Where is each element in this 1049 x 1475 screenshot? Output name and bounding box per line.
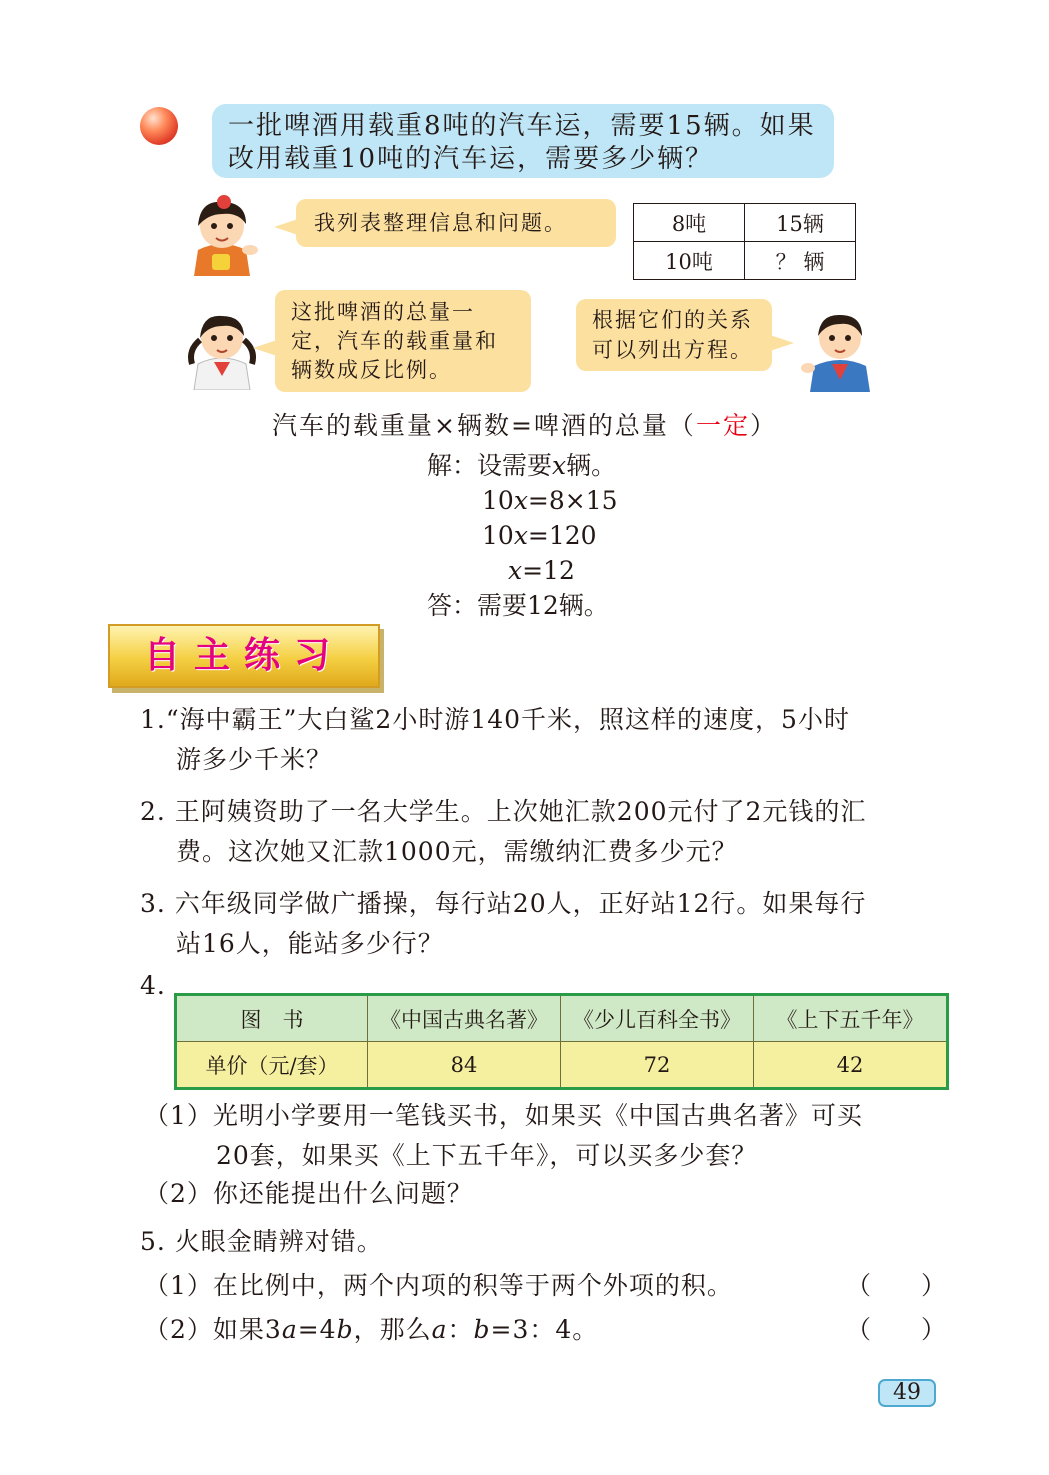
page-number: 49 bbox=[878, 1379, 936, 1407]
exercise-5-title: 5. 火眼金睛辨对错。 bbox=[140, 1227, 383, 1256]
table-cell: 72 bbox=[561, 1042, 754, 1089]
problem-line-2: 改用载重10吨的汽车运，需要多少辆？ bbox=[228, 144, 714, 174]
exercise-3 bbox=[140, 884, 866, 964]
exercise-5-sub-2 bbox=[144, 1310, 598, 1350]
table-row bbox=[176, 1042, 948, 1089]
problem-line-1: 一批啤酒用载重8吨的汽车运，需要15辆。如果 bbox=[228, 111, 816, 141]
solution-step-1 bbox=[482, 483, 618, 518]
exercise-line: 1.“海中霸王”大白鲨2小时游140千米，照这样的速度，5小时 bbox=[140, 705, 850, 734]
exercise-line: 游多少千米？ bbox=[176, 745, 333, 774]
boy-speech-line: 根据它们的关系 bbox=[592, 308, 753, 332]
example-problem-box bbox=[212, 104, 834, 178]
section-banner bbox=[108, 624, 380, 688]
exercise-line: 费。这次她又汇款1000元，需缴纳汇费多少元？ bbox=[176, 837, 738, 866]
exercise-line: 2. 王阿姨资助了一名大学生。上次她汇款200元付了2元钱的汇 bbox=[140, 797, 867, 826]
exercise-2 bbox=[140, 792, 866, 872]
table-cell: 单价（元/套） bbox=[176, 1042, 368, 1089]
table-cell: 84 bbox=[368, 1042, 561, 1089]
variable-x: x bbox=[513, 486, 528, 515]
book-price-table bbox=[174, 993, 949, 1090]
boy-speech-bubble bbox=[576, 299, 772, 371]
table-row bbox=[176, 995, 948, 1042]
table-header-cell: 《上下五千年》 bbox=[754, 995, 948, 1042]
boy-speech-line: 可以列出方程。 bbox=[592, 338, 753, 362]
table-header-cell: 《中国古典名著》 bbox=[368, 995, 561, 1042]
solution-setup-prefix: 解：设需要 bbox=[427, 451, 553, 480]
solution-setup-suffix: 辆。 bbox=[566, 451, 617, 480]
exercise-4-sub-2: （2）你还能提出什么问题？ bbox=[144, 1179, 473, 1208]
variable-x: x bbox=[513, 521, 528, 550]
answer-blank-1[interactable]: （ ） bbox=[846, 1271, 947, 1300]
table-cell: 42 bbox=[754, 1042, 948, 1089]
q5-text: （2）如果3 bbox=[144, 1315, 282, 1344]
exercise-line: 3. 六年级同学做广播操，每行站20人，正好站12行。如果每行 bbox=[140, 889, 867, 918]
variable-x: x bbox=[552, 451, 567, 480]
info-cell: 10吨 bbox=[634, 242, 745, 280]
solution-step-2 bbox=[482, 518, 597, 553]
variable-a: a bbox=[281, 1315, 298, 1344]
formula-main: 汽车的载重量×辆数=啤酒的总量（ bbox=[272, 411, 696, 440]
table-header-cell: 图 书 bbox=[176, 995, 368, 1042]
relationship-formula bbox=[0, 406, 1049, 442]
exercise-line: 站16人，能站多少行？ bbox=[176, 929, 444, 958]
step-coefficient: 10 bbox=[482, 521, 514, 550]
girl2-speech-bubble bbox=[275, 290, 531, 392]
girl1-speech-text: 我列表整理信息和问题。 bbox=[314, 211, 567, 235]
boy-illustration bbox=[800, 306, 880, 392]
solution-answer: 答：需要12辆。 bbox=[427, 591, 609, 620]
girl-with-pigtails-illustration bbox=[180, 306, 264, 390]
girl-with-bow-illustration bbox=[180, 192, 264, 276]
solution-step-3 bbox=[508, 553, 575, 588]
info-cell: ？ 辆 bbox=[745, 242, 856, 280]
step-coefficient: 10 bbox=[482, 486, 514, 515]
variable-a: a bbox=[431, 1315, 448, 1344]
exercise-5-sub-1: （1）在比例中，两个内项的积等于两个外项的积。 bbox=[144, 1271, 733, 1300]
variable-b: b bbox=[336, 1315, 354, 1344]
q5-text: =4 bbox=[297, 1315, 337, 1344]
formula-constant: 一定 bbox=[695, 411, 750, 440]
solution-setup bbox=[427, 448, 616, 483]
info-table-row bbox=[634, 204, 856, 242]
girl1-speech-bubble bbox=[296, 199, 616, 247]
exercise-1 bbox=[140, 700, 850, 780]
exercise-line: 20套，如果买《上下五千年》，可以买多少套？ bbox=[216, 1141, 758, 1170]
step-rhs: =120 bbox=[527, 521, 597, 550]
step-rhs: =8×15 bbox=[527, 486, 618, 515]
answer-blank-2[interactable]: （ ） bbox=[846, 1315, 947, 1344]
info-table bbox=[633, 203, 856, 280]
info-cell: 15辆 bbox=[745, 204, 856, 242]
q5-text: =3：4。 bbox=[490, 1315, 599, 1344]
table-header-cell: 《少儿百科全书》 bbox=[561, 995, 754, 1042]
girl2-speech-line: 这批啤酒的总量一 bbox=[291, 300, 475, 324]
example-marker-ball bbox=[140, 107, 178, 145]
girl2-speech-line: 辆数成反比例。 bbox=[291, 358, 452, 382]
variable-x: x bbox=[508, 556, 523, 585]
info-table-row bbox=[634, 242, 856, 280]
formula-end: ） bbox=[749, 411, 777, 440]
step-rhs: =12 bbox=[522, 556, 575, 585]
q5-text: ，那么 bbox=[353, 1315, 432, 1344]
exercise-line: （1）光明小学要用一笔钱买书，如果买《中国古典名著》可买 bbox=[144, 1101, 863, 1130]
q5-text: ： bbox=[447, 1315, 474, 1344]
variable-b: b bbox=[473, 1315, 491, 1344]
exercise-4-number: 4. bbox=[140, 971, 166, 1000]
girl2-speech-line: 定，汽车的载重量和 bbox=[291, 329, 498, 353]
section-title: 自主练习 bbox=[143, 635, 344, 676]
info-cell: 8吨 bbox=[634, 204, 745, 242]
exercise-4-sub-1 bbox=[144, 1096, 863, 1176]
